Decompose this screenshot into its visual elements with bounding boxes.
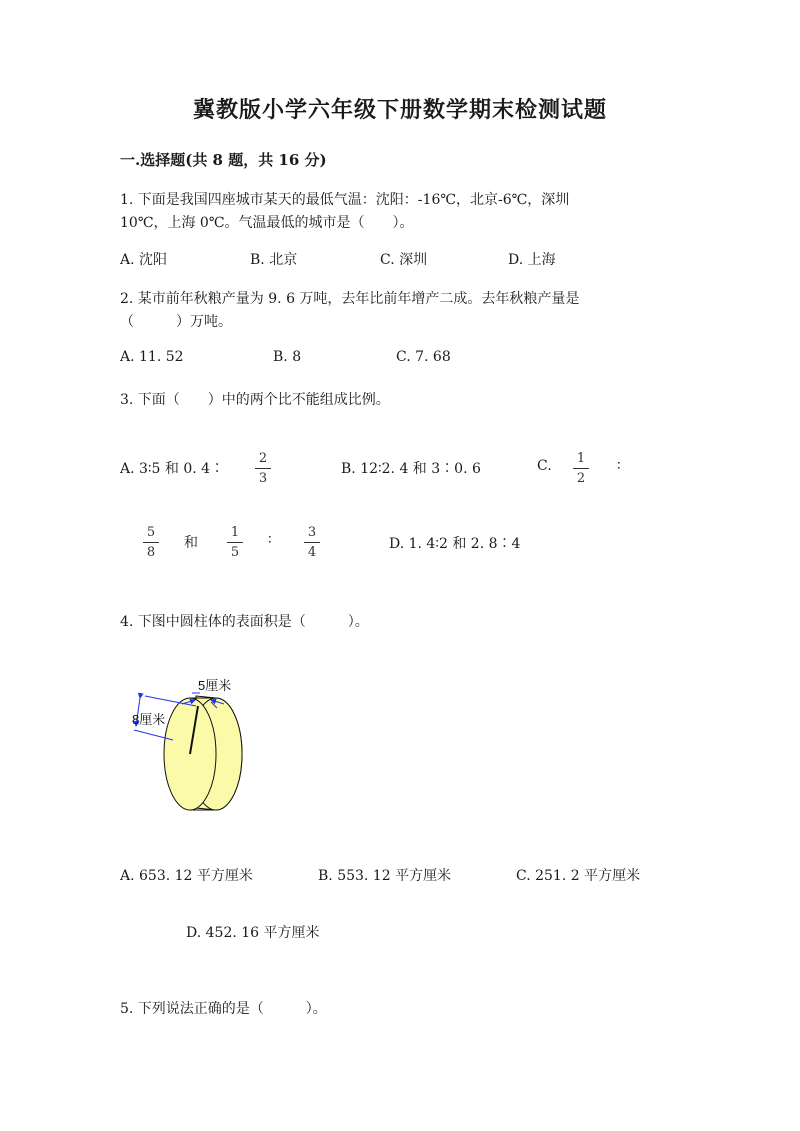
fraction-two-thirds: 2 3 <box>252 451 274 486</box>
fraction-five-eighths: 5 8 <box>140 525 162 560</box>
question-4-option-c: C. 251. 2 平方厘米 <box>516 868 641 884</box>
question-2-option-b: B. 8 <box>273 349 302 365</box>
question-1-line-1: 1. 下面是我国四座城市某天的最低气温：沈阳：-16℃，北京-6℃，深圳 <box>120 192 570 208</box>
question-1-line-2: 10℃，上海 0℃。气温最低的城市是（ ）。 <box>120 215 414 231</box>
question-4-option-b: B. 553. 12 平方厘米 <box>318 868 452 884</box>
question-2-option-a: A. 11. 52 <box>120 349 184 365</box>
question-2-line-1: 2. 某市前年秋粮产量为 9. 6 万吨，去年比前年增产二成。去年秋粮产量是 <box>120 291 580 307</box>
cylinder-figure <box>118 668 253 818</box>
question-1-option-d: D. 上海 <box>508 252 556 268</box>
ratio-colon: ∶ <box>268 532 272 548</box>
question-4-option-a: A. 653. 12 平方厘米 <box>120 868 253 884</box>
fraction-one-fifth: 1 5 <box>224 525 246 560</box>
conjunction-and: 和 <box>184 535 198 551</box>
question-3-line-1: 3. 下面（ ）中的两个比不能组成比例。 <box>120 392 390 408</box>
section-heading: 一.选择题(共 8 题，共 16 分) <box>120 151 327 169</box>
question-3-option-d: D. 1. 4∶2 和 2. 8∶4 <box>389 536 521 552</box>
question-4-option-d: D. 452. 16 平方厘米 <box>186 925 320 941</box>
question-2-line-2: （ ）万吨。 <box>120 314 232 330</box>
question-1-option-a: A. 沈阳 <box>120 252 168 268</box>
fraction-one-half: 1 2 <box>570 451 592 486</box>
question-3-option-a: A. 3∶5 和 0. 4∶ <box>120 461 225 477</box>
height-label: 8厘米 <box>132 712 166 727</box>
radius-label: 5厘米 <box>198 678 232 693</box>
question-3-option-c: C. <box>537 458 552 474</box>
question-2-option-c: C. 7. 68 <box>396 349 451 365</box>
question-1-option-c: C. 深圳 <box>380 252 428 268</box>
question-5-line-1: 5. 下列说法正确的是（ ）。 <box>120 1001 327 1017</box>
page-title: 冀教版小学六年级下册数学期末检测试题 <box>192 97 607 123</box>
ratio-colon: ∶ <box>617 458 621 474</box>
fraction-three-quarters: 3 4 <box>301 525 323 560</box>
question-1-option-b: B. 北京 <box>250 252 298 268</box>
question-3-option-b: B. 12∶2. 4 和 3∶0. 6 <box>341 461 481 477</box>
question-4-line-1: 4. 下图中圆柱体的表面积是（ ）。 <box>120 614 369 630</box>
